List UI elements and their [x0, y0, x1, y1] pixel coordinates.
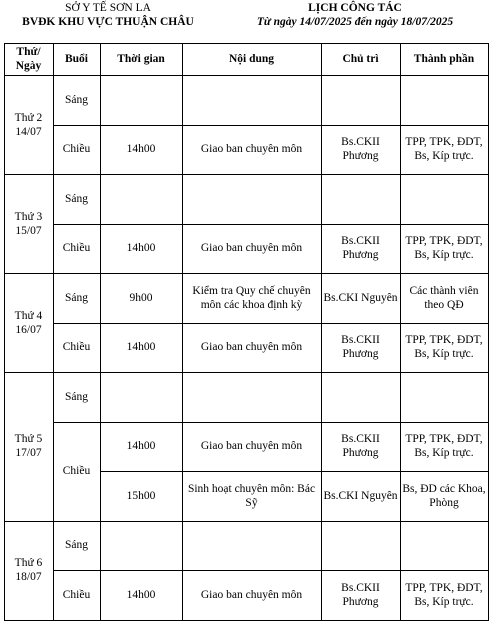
row-border [53, 570, 489, 571]
row-border [4, 273, 489, 274]
session-cell: Sáng [65, 192, 88, 205]
schedule-title: LỊCH CÔNG TÁC [308, 2, 402, 14]
session-cell: Chiều [62, 341, 91, 354]
content-cell [182, 521, 321, 571]
col-header-time: Thời gian [117, 53, 165, 65]
column-border [100, 43, 101, 621]
row-border [4, 372, 489, 373]
session-cell: Sáng [65, 539, 88, 552]
col-header-session: Buổi [64, 53, 88, 65]
content-cell: Giao ban chuyên môn [200, 440, 303, 453]
chair-cell: Bs.CKI Nguyên [323, 489, 398, 502]
session-cell: Chiều [62, 588, 91, 601]
chair-cell [321, 521, 400, 571]
time-cell [100, 75, 182, 125]
org-parent: SỞ Y TẾ SƠN LA [65, 2, 151, 14]
content-cell [182, 174, 321, 224]
members-cell: TPP, TPK, ĐDT, Bs, Kíp trực. [405, 581, 483, 608]
row-border [4, 174, 489, 175]
content-cell: Kiểm tra Quy chế chuyên môn các khoa định kỳ [192, 284, 311, 311]
row-border [53, 125, 489, 126]
day-cell: Thứ 6 18/07 [14, 557, 43, 583]
row-border [4, 521, 489, 522]
time-cell: 14h00 [126, 588, 156, 601]
chair-cell: Bs.CKII Phương [341, 581, 380, 608]
time-cell: 14h00 [126, 143, 156, 156]
session-cell: Sáng [65, 93, 88, 106]
members-cell: TPP, TPK, ĐDT, Bs, Kíp trực. [405, 235, 483, 262]
chair-cell: Bs.CKII Phương [341, 136, 380, 163]
col-header-day: Thứ/ Ngày [15, 46, 42, 72]
column-border [182, 43, 183, 621]
column-border [488, 43, 489, 621]
content-cell: Giao ban chuyên môn [200, 588, 303, 601]
session-cell: Sáng [65, 291, 88, 304]
session-cell: Chiều [62, 465, 91, 477]
row-border [53, 224, 489, 225]
chair-cell [321, 174, 400, 224]
members-cell: Các thành viên theo QĐ [409, 284, 479, 311]
members-cell [400, 521, 488, 571]
day-cell: Thứ 4 16/07 [14, 309, 43, 336]
chair-cell: Bs.CKI Nguyên [323, 291, 398, 304]
members-cell: Bs, ĐD các Khoa, Phòng [402, 482, 486, 509]
session-cell: Chiều [62, 242, 91, 255]
chair-cell: Bs.CKII Phương [341, 433, 380, 460]
row-border [4, 75, 489, 76]
members-cell: TPP, TPK, ĐDT, Bs, Kíp trực. [405, 136, 483, 163]
members-cell [400, 75, 488, 125]
session-cell: Chiều [62, 143, 91, 156]
col-header-chair: Chủ trì [342, 53, 379, 65]
column-border [4, 43, 5, 621]
content-cell: Giao ban chuyên môn [200, 143, 303, 156]
members-cell [400, 372, 488, 422]
col-header-content: Nội dung [228, 53, 275, 65]
chair-cell [321, 372, 400, 422]
content-cell: Sinh hoạt chuyên môn: Bác Sỹ [187, 482, 316, 509]
time-cell [100, 174, 182, 224]
time-cell: 14h00 [126, 440, 156, 453]
column-border [400, 43, 401, 621]
day-cell: Thứ 5 17/07 [14, 433, 43, 460]
column-border [53, 43, 54, 621]
time-cell: 15h00 [126, 489, 156, 502]
content-cell: Giao ban chuyên môn [200, 242, 303, 255]
session-cell: Sáng [65, 390, 88, 403]
time-cell: 14h00 [126, 242, 156, 255]
time-cell [100, 521, 182, 571]
members-cell: TPP, TPK, ĐDT, Bs, Kíp trực. [405, 433, 483, 460]
day-cell: Thứ 3 15/07 [14, 210, 43, 237]
row-border [53, 422, 489, 423]
org-name: BVĐK KHU VỰC THUẬN CHÂU [22, 16, 194, 28]
members-cell: TPP, TPK, ĐDT, Bs, Kíp trực. [405, 334, 483, 361]
content-cell [182, 75, 321, 125]
members-cell [400, 174, 488, 224]
time-cell: 14h00 [126, 341, 156, 354]
day-cell: Thứ 2 14/07 [14, 111, 43, 138]
content-cell [182, 372, 321, 422]
column-border [321, 43, 322, 621]
time-cell: 9h00 [129, 291, 153, 304]
date-range: Từ ngày 14/07/2025 đến ngày 18/07/2025 [256, 16, 454, 28]
chair-cell: Bs.CKII Phương [341, 334, 380, 361]
chair-cell [321, 75, 400, 125]
chair-cell: Bs.CKII Phương [341, 235, 380, 262]
row-border [4, 43, 489, 44]
col-header-members: Thành phần [413, 53, 475, 65]
row-border [100, 471, 489, 472]
content-cell: Giao ban chuyên môn [200, 341, 303, 354]
time-cell [100, 372, 182, 422]
row-border [53, 323, 489, 324]
